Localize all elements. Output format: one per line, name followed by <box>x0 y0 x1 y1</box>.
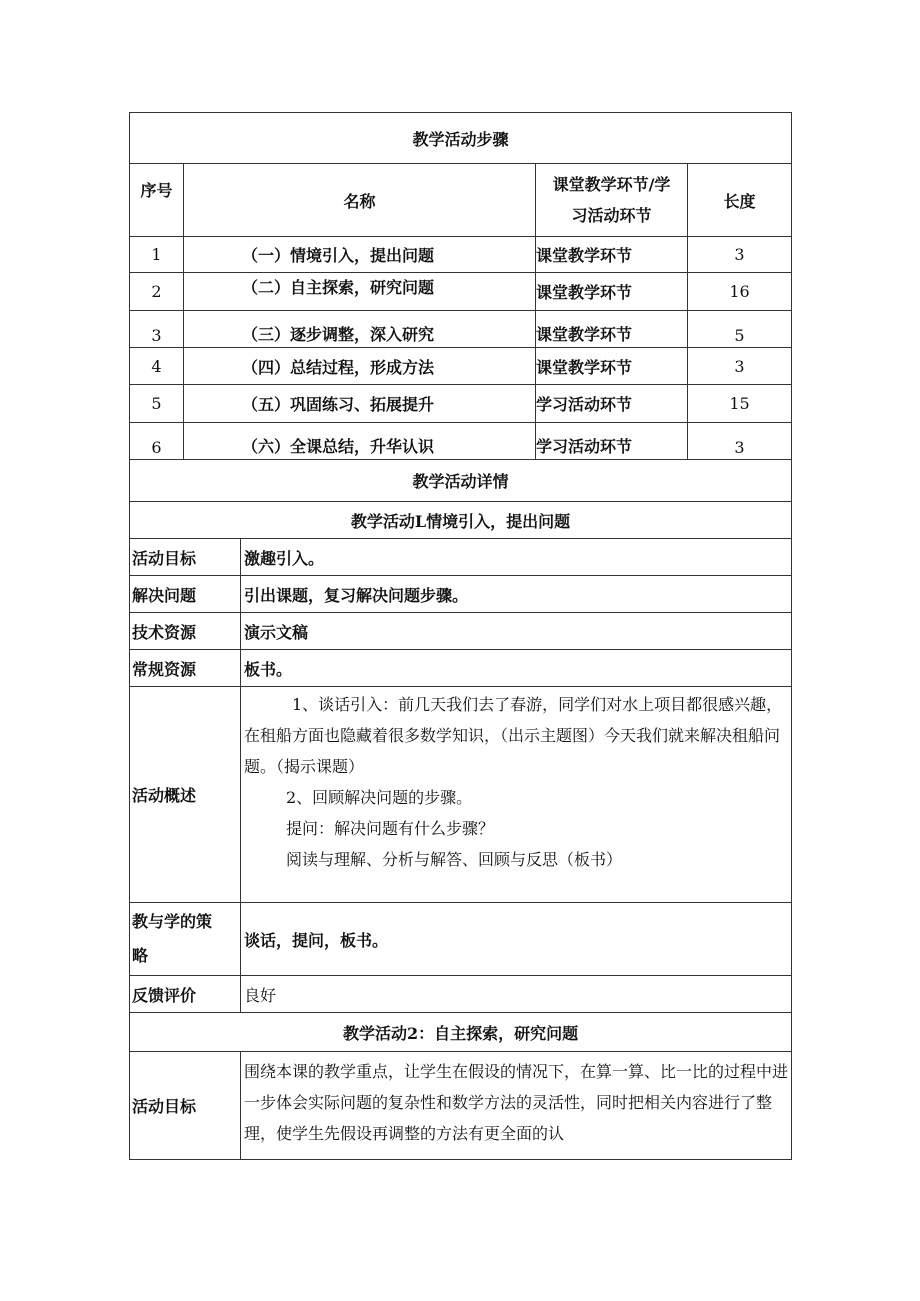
activity1-tech: 演示文稿 <box>241 613 792 650</box>
row-name: （三）逐步调整，深入研究 <box>184 311 536 348</box>
details-title: 教学活动详情 <box>130 460 792 502</box>
activity1-feedback: 良好 <box>241 976 792 1013</box>
row-index: 2 <box>130 273 184 311</box>
details-table <box>129 459 792 1160</box>
overview-paragraph: 1、谈话引入：前几天我们去了春游，同学们对水上项目都很感兴趣，在租船方面也隐藏着很多数学知识，（出示主题图）今天我们就来解决租船问题。（揭示课题） <box>244 695 783 776</box>
row-name: （四）总结过程，形成方法 <box>184 348 536 385</box>
row-segment: 学习活动环节 <box>536 385 688 423</box>
activity1-goal-label: 活动目标 <box>130 539 241 576</box>
row-index: 3 <box>130 311 184 348</box>
steps-table <box>129 112 792 460</box>
row-segment: 课堂教学环节 <box>536 348 688 385</box>
row-segment: 课堂教学环节 <box>536 311 688 348</box>
header-segment-line1: 课堂教学环节/学 <box>552 175 671 194</box>
header-segment-line2: 习活动环节 <box>571 206 652 225</box>
header-length: 长度 <box>688 164 792 237</box>
steps-title: 教学活动步骤 <box>130 113 792 164</box>
row-segment: 学习活动环节 <box>536 423 688 460</box>
row-length: 3 <box>688 237 792 273</box>
overview-paragraph: 2、回顾解决问题的步骤。 <box>286 788 473 807</box>
activity1-tech-label: 技术资源 <box>130 613 241 650</box>
header-name: 名称 <box>184 164 536 237</box>
activity1-regular-label: 常规资源 <box>130 650 241 687</box>
activity1-regular: 板书。 <box>241 650 792 687</box>
row-length: 16 <box>688 273 792 311</box>
activity1-strategy-label <box>130 903 241 976</box>
row-name: （二）自主探索，研究问题 <box>184 273 536 311</box>
strategy-label-line1: 教与学的策 <box>132 912 213 931</box>
activity1-problem-label: 解决问题 <box>130 576 241 613</box>
row-segment: 课堂教学环节 <box>536 273 688 311</box>
header-index: 序号 <box>130 164 184 237</box>
row-length: 15 <box>688 385 792 423</box>
header-segment <box>536 164 688 237</box>
table-row <box>130 423 792 460</box>
overview-paragraph: 阅读与理解、分析与解答、回顾与反思（板书） <box>286 850 623 869</box>
row-length: 3 <box>688 348 792 385</box>
activity1-feedback-label: 反馈评价 <box>130 976 241 1013</box>
row-index: 4 <box>130 348 184 385</box>
activity1-strategy: 谈话，提问，板书。 <box>241 903 792 976</box>
row-length: 5 <box>688 311 792 348</box>
activity2-title: 教学活动2：自主探索，研究问题 <box>130 1013 792 1052</box>
activity1-overview <box>241 687 792 903</box>
row-index: 5 <box>130 385 184 423</box>
row-name: （六）全课总结，升华认识 <box>184 423 536 460</box>
activity1-overview-label: 活动概述 <box>130 687 241 903</box>
activity2-goal-label: 活动目标 <box>130 1052 241 1160</box>
row-index: 1 <box>130 237 184 273</box>
table-row <box>130 273 792 311</box>
overview-paragraph: 提问：解决问题有什么步骤？ <box>286 819 495 838</box>
row-segment: 课堂教学环节 <box>536 237 688 273</box>
document-page <box>129 112 791 1160</box>
activity1-title: 教学活动L情境引入，提出问题 <box>130 502 792 539</box>
row-length: 3 <box>688 423 792 460</box>
table-row <box>130 237 792 273</box>
row-name: （一）情境引入，提出问题 <box>184 237 536 273</box>
activity2-goal: 围绕本课的教学重点，让学生在假设的情况下，在算一算、比一比的过程中进一步体会实际问题的复杂性和数学方法的灵活性，同时把相关内容进行了整理，使学生先假设再调整的方法有更全面的认 <box>241 1052 792 1160</box>
table-row <box>130 348 792 385</box>
activity1-goal: 激趣引入。 <box>241 539 792 576</box>
activity1-problem: 引出课题，复习解决问题步骤。 <box>241 576 792 613</box>
table-row <box>130 385 792 423</box>
strategy-label-line2: 略 <box>132 946 149 965</box>
row-index: 6 <box>130 423 184 460</box>
row-name: （五）巩固练习、拓展提升 <box>184 385 536 423</box>
table-row <box>130 311 792 348</box>
